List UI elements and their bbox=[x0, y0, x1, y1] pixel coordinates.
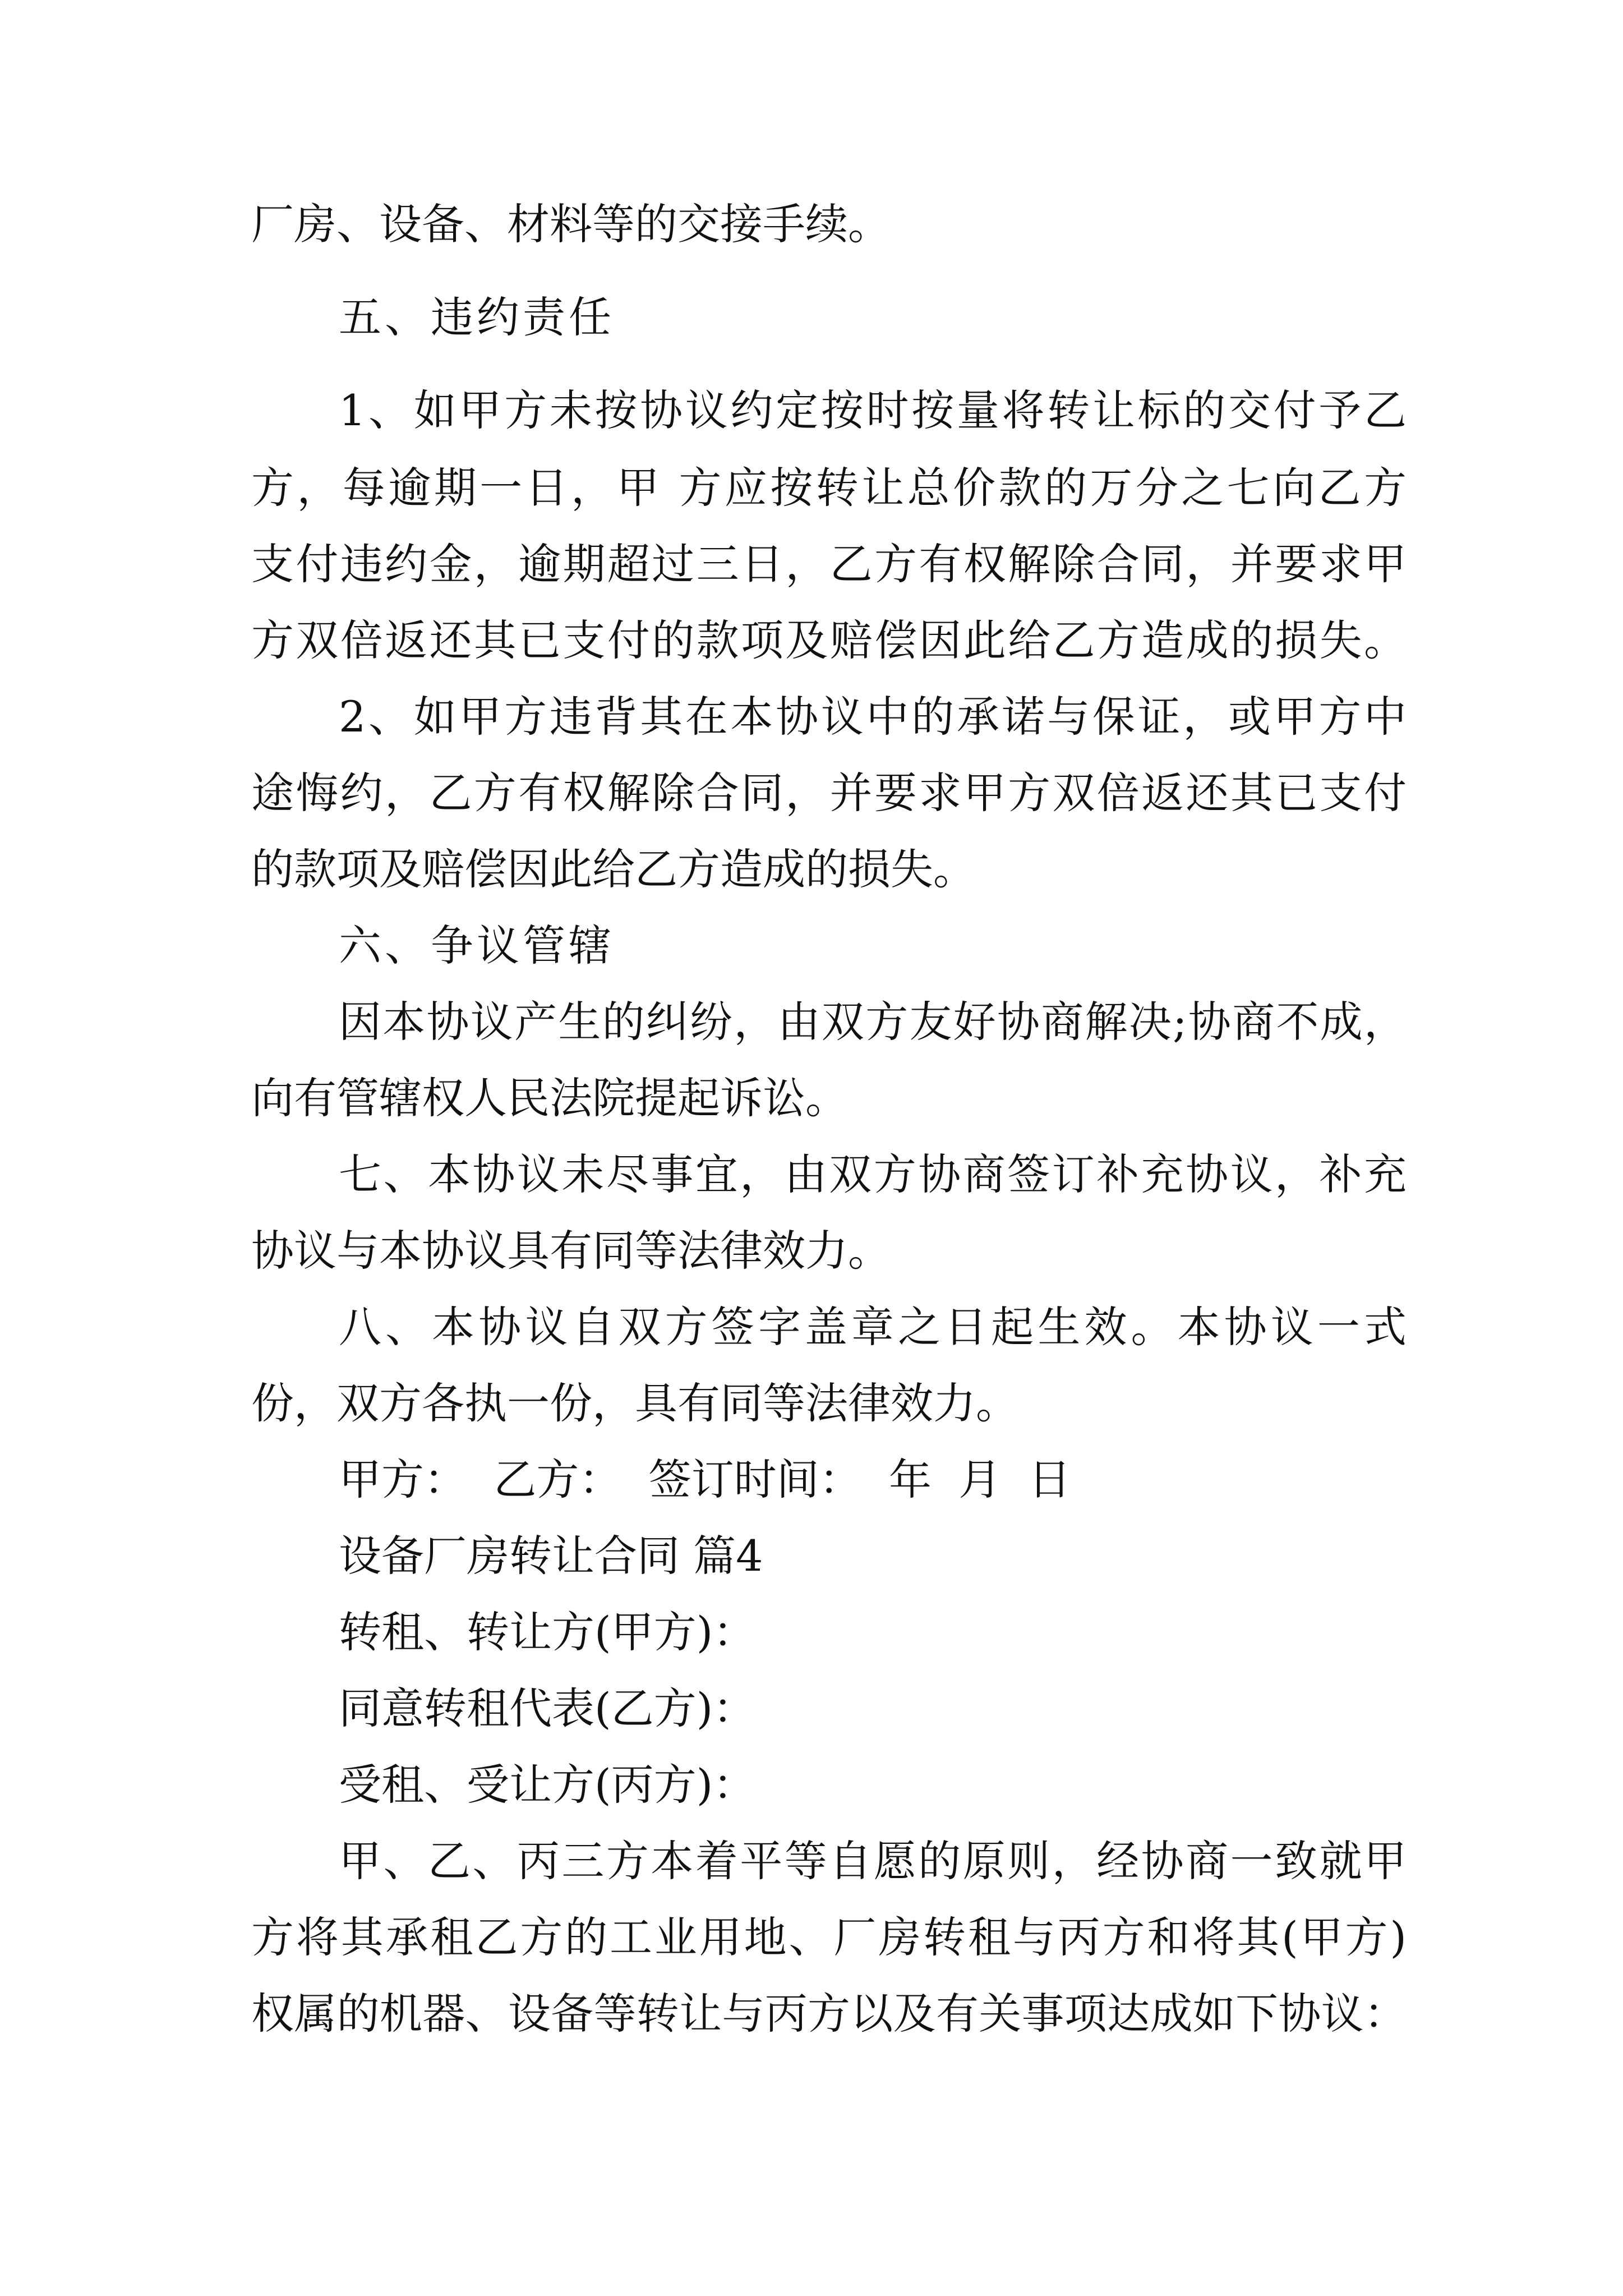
text-line: 甲、乙、丙三方本着平等自愿的原则，经协商一致就甲 bbox=[339, 1836, 1407, 1886]
text-line: 方双倍返还其已支付的款项及赔偿因此给乙方造成的损失。 bbox=[251, 615, 1407, 665]
section-heading: 五、违约责任 bbox=[339, 292, 615, 342]
text-line: 厂房、设备、材料等的交接手续。 bbox=[251, 199, 891, 249]
text-line: 份，双方各执一份，具有同等法律效力。 bbox=[251, 1378, 1018, 1428]
section-heading: 六、争议管辖 bbox=[339, 921, 615, 970]
contract-title: 设备厂房转让合同 篇4 bbox=[339, 1531, 763, 1581]
party-c-line: 受租、受让方(丙方)： bbox=[339, 1760, 756, 1810]
text-line: 七、本协议未尽事宜，由双方协商签订补充协议，补充 bbox=[339, 1149, 1407, 1199]
text-line: 八、本协议自双方签字盖章之日起生效。本协议一式 bbox=[339, 1302, 1407, 1352]
text-line: 方将其承租乙方的工业用地、厂房转租与丙方和将其(甲方) bbox=[251, 1912, 1407, 1962]
text-line: 协议与本协议具有同等法律效力。 bbox=[251, 1226, 891, 1276]
text-line: 方，每逾期一日，甲 方应按转让总价款的万分之七向乙方 bbox=[251, 463, 1407, 513]
text-line: 向有管辖权人民法院提起诉讼。 bbox=[251, 1073, 848, 1123]
text-line: 因本协议产生的纠纷，由双方友好协商解决;协商不成， bbox=[339, 997, 1407, 1047]
party-b-line: 同意转租代表(乙方)： bbox=[339, 1683, 756, 1733]
party-a-line: 转租、转让方(甲方)： bbox=[339, 1607, 756, 1657]
text-line: 1、如甲方未按协议约定按时按量将转让标的交付予乙 bbox=[339, 385, 1407, 435]
text-line: 支付违约金，逾期超过三日，乙方有权解除合同，并要求甲 bbox=[251, 539, 1407, 589]
text-line: 权属的机器、设备等转让与丙方以及有关事项达成如下协议： bbox=[251, 1989, 1407, 2039]
text-line: 途悔约，乙方有权解除合同，并要求甲方双倍返还其已支付 bbox=[251, 768, 1407, 818]
text-line: 2、如甲方违背其在本协议中的承诺与保证，或甲方中 bbox=[339, 692, 1407, 742]
text-line: 的款项及赔偿因此给乙方造成的损失。 bbox=[251, 844, 976, 894]
signature-line: 甲方： 乙方： 签订时间： 年 月 日 bbox=[339, 1455, 1071, 1504]
